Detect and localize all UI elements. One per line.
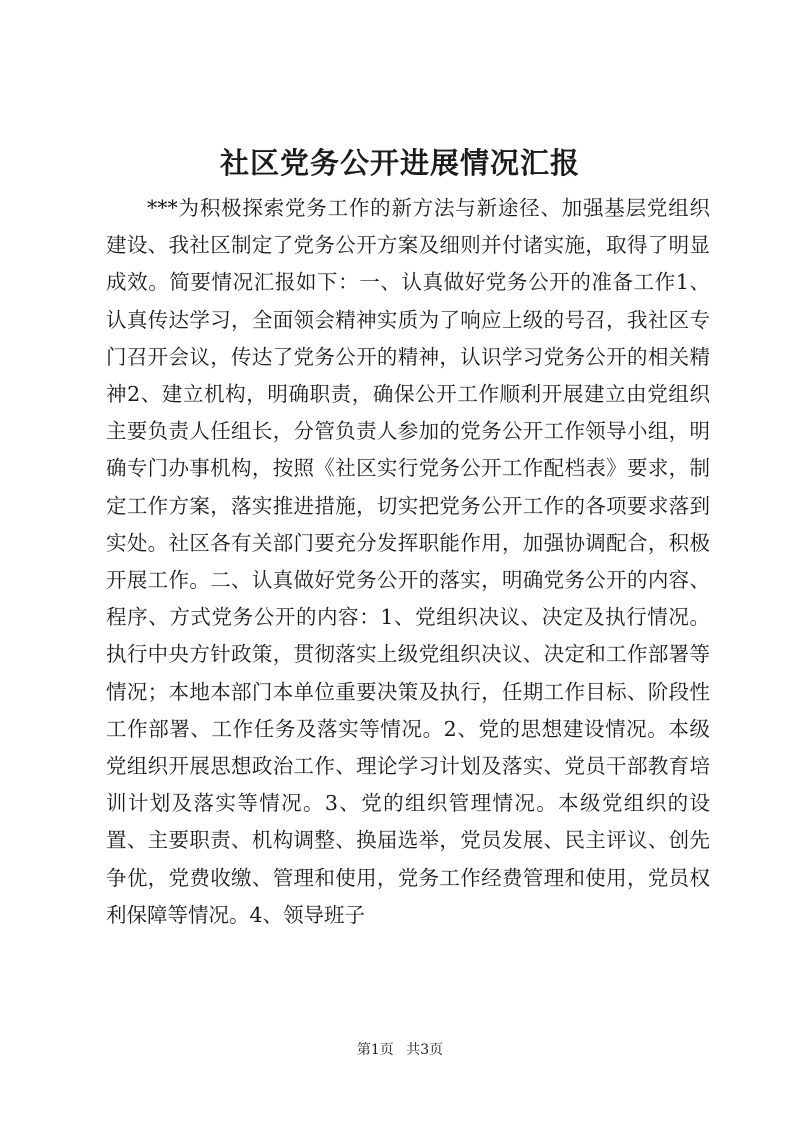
page-footer (0, 1040, 800, 1060)
page-total: 共3页 (406, 1042, 444, 1058)
document-body: ***为积极探索党务工作的新方法与新途径、加强基层党组织建设、我社区制定了党务公开方案及细则并付诸实施，取得了明显成效。简要情况汇报如下：一、认真做好党务公开的准备工作1、认真传达学习，全面领会精神实质为了响应上级的号召，我社区专门召开会议，传达了党务公开的精神，认识学习党务公开的相关精神2、建立机构，明确职责，确保公开工作顺利开展建立由党组织主要负责人任组长，分管负责人参加的党务公开工作领导小组，明确专门办事机构，按照《社区实行党务公开工作配档表》要求，制定工作方案，落实推进措施，切实把党务公开工作的各项要求落到实处。社区各有关部门要充分发挥职能作用，加强协调配合，积极开展工作。二、认真做好党务公开的落实，明确党务公开的内容、程序、方式党务公开的内容：1、党组织决议、决定及执行情况。执行中央方针政策，贯彻落实上级党组织决议、决定和工作部署等情况；本地本部门本单位重要决策及执行，任期工作目标、阶段性工作部署、工作任务及落实等情况。2、党的思想建设情况。本级党组织开展思想政治工作、理论学习计划及落实、党员干部教育培训计划及落实等情况。3、党的组织管理情况。本级党组织的设置、主要职责、机构调整、换届选举，党员发展、民主评议、创先争优，党费收缴、管理和使用，党务工作经费管理和使用，党员权利保障等情况。4、领导班子 (106, 196, 710, 927)
page-number: 第1页 (356, 1042, 394, 1058)
document-title: 社区党务公开进展情况汇报 (219, 146, 580, 180)
